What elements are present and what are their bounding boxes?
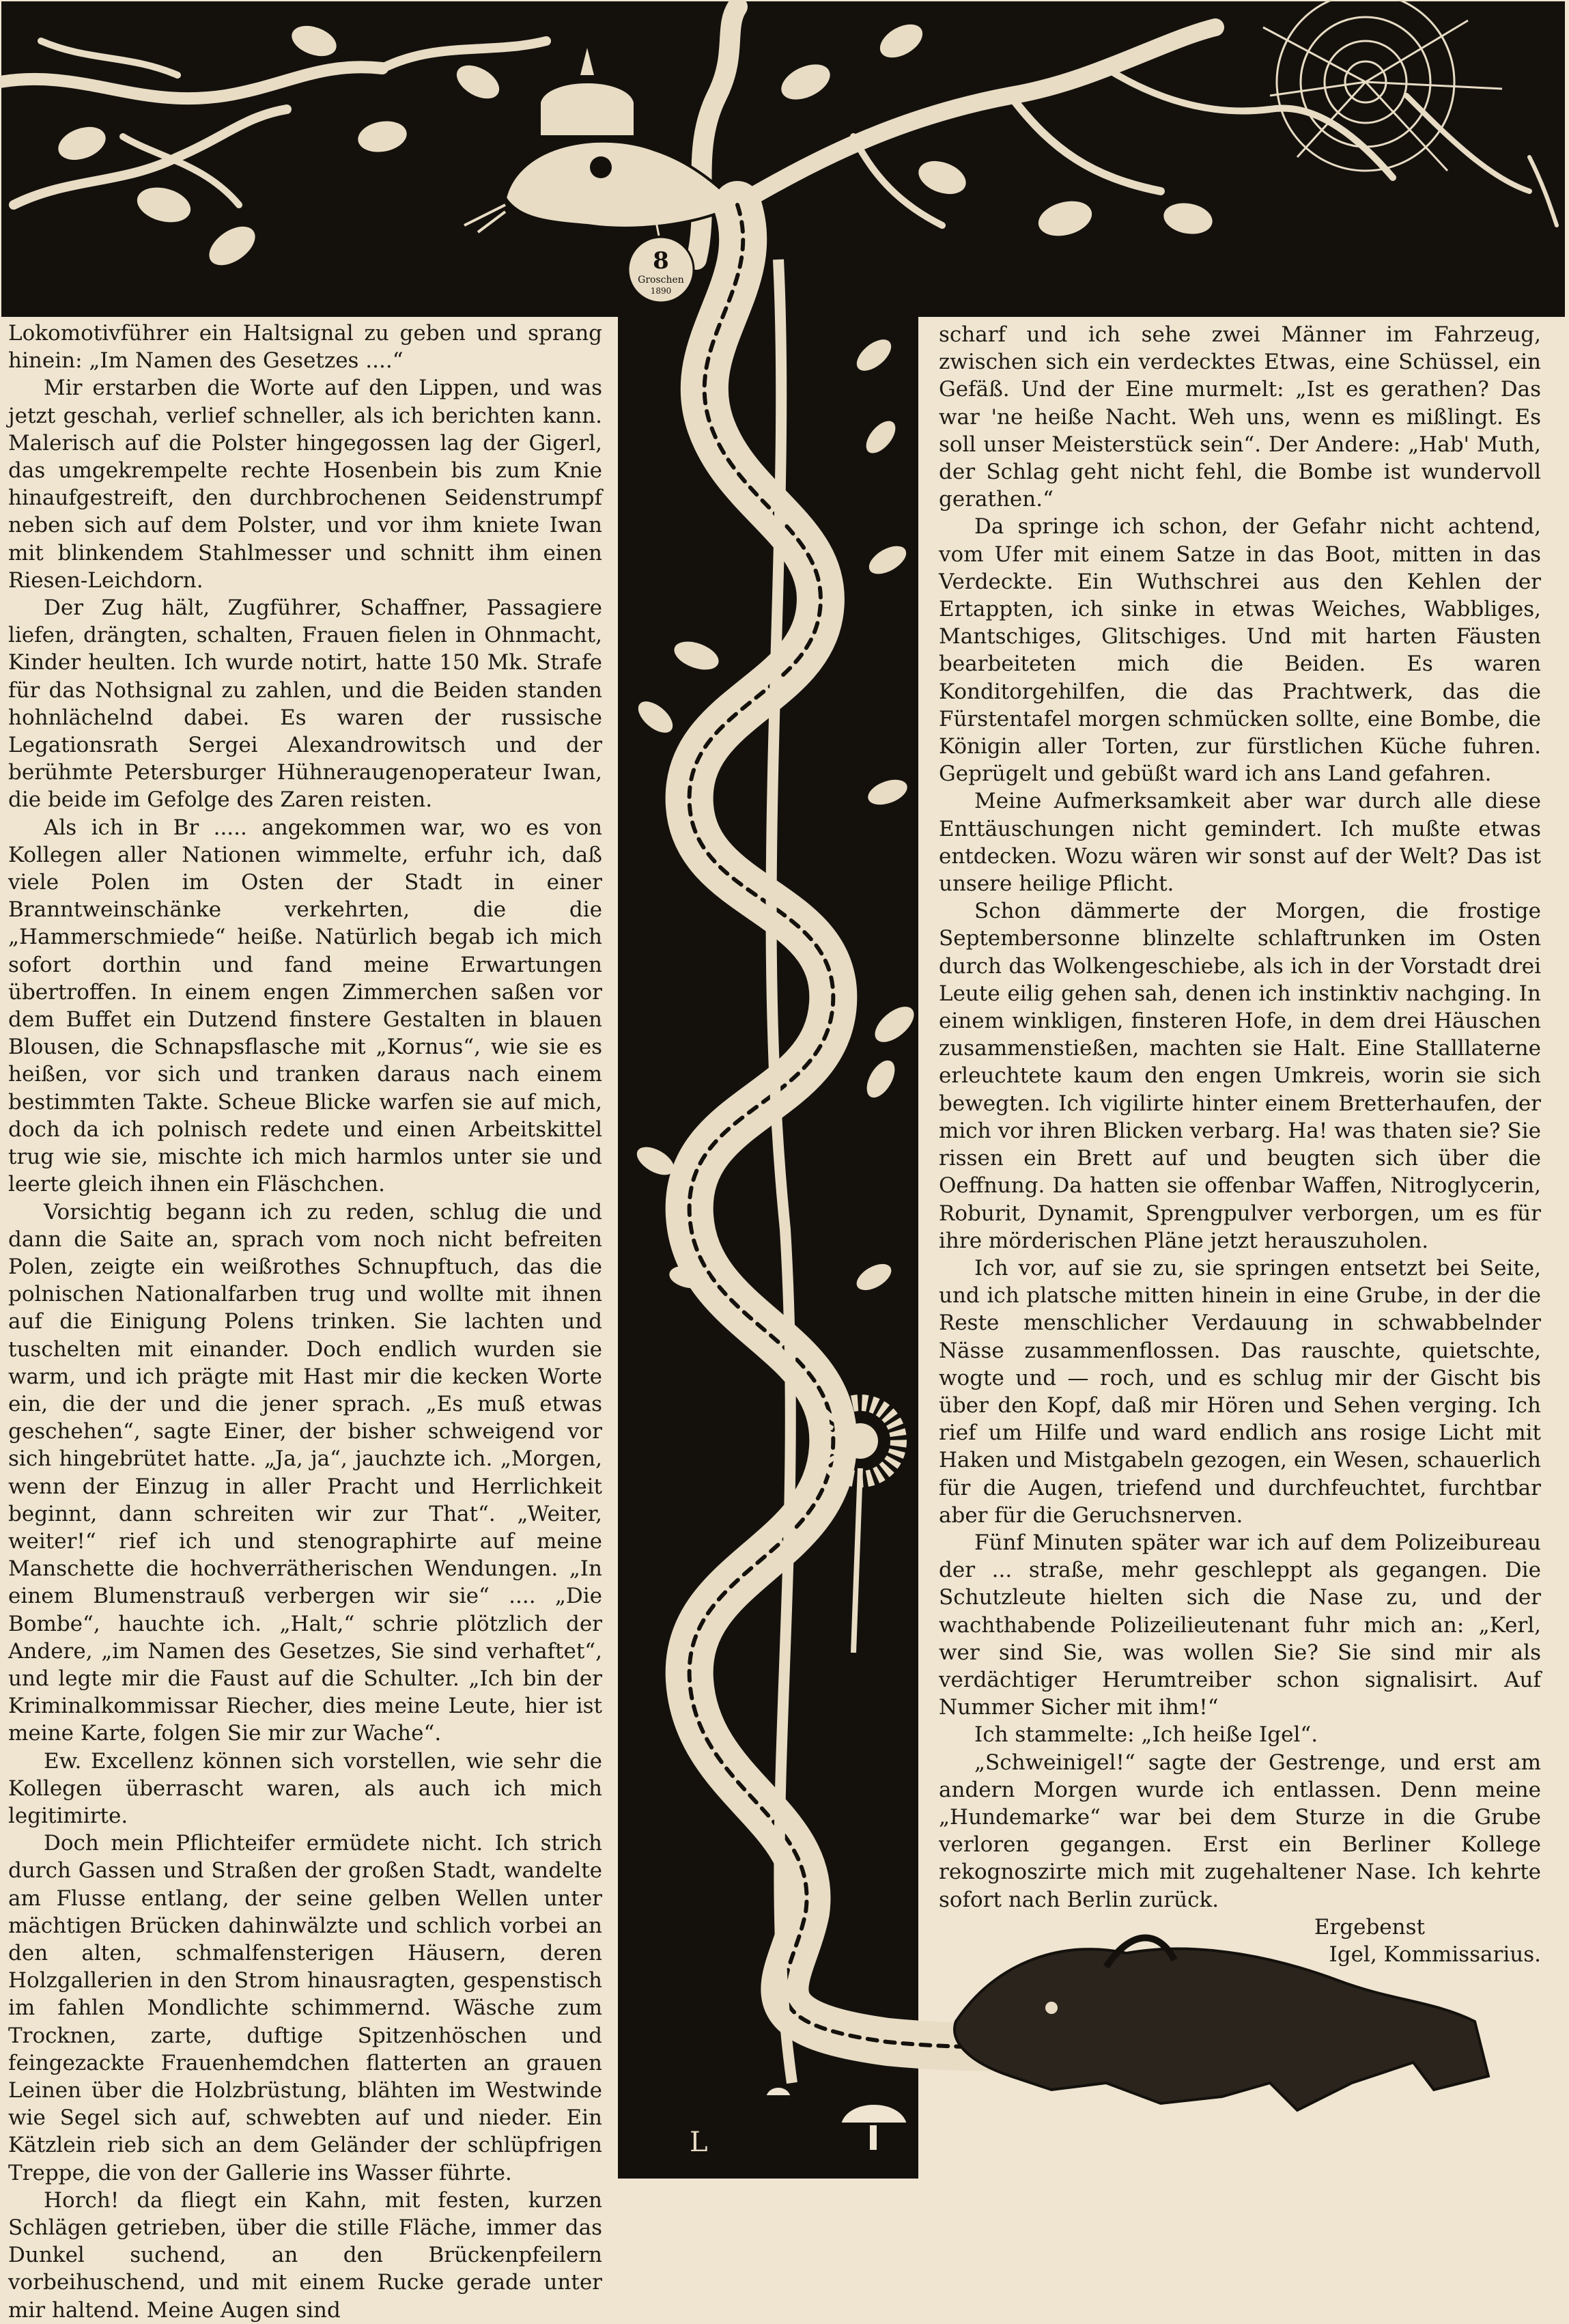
coin-year: 1890 <box>650 286 672 296</box>
closing-salutation: Ergebenst <box>1314 1914 1425 1940</box>
t-stem <box>618 270 918 2179</box>
right-text-column <box>939 321 1541 1967</box>
artist-monogram: L <box>690 2127 708 2158</box>
paragraph: Der Zug hält, Zugführer, Schaffner, Passagiere liefen, drängten, schalten, Frauen fielen in Ohnmacht, Kinder heulten. Ich wurde notirt, hatte 150 Mk. Strafe für das Nothsignal zu zahlen, und die Beiden standen hohnlächelnd dabei. Es waren der russische Legationsrath Sergei Alexandrowitsch und der berühmte Petersburger Hühneraugenoperateur Iwan, die beide im Gefolge des Zaren reisten. <box>8 596 602 813</box>
paragraph: Ich vor, auf sie zu, sie springen entsetzt bei Seite, und ich platsche mitten hinein in eine Grube, in der die Reste menschlicher Verdauung in schwabbelnder Nässe zusammenflossen. Das rauschte, quietschte, wogte und — roch, und es schlug mir der Gischt bis über den Kopf, daß mir Hören und Sehen verging. Ich rief um Hilfe und ward endlich ans rosige Licht mit Haken und Mistgabeln gezogen, ein Wesen, schauerlich für die Augen, triefend und durchfeuchtet, furchtbar aber für die Geruchsnerven. <box>939 1255 1541 1528</box>
author-signature: Igel, Kommissarius. <box>1329 1942 1541 1967</box>
left-text-column <box>8 320 602 2323</box>
paragraph: Doch mein Pflichteifer ermüdete nicht. Ich strich durch Gassen und Straßen der großen Stadt, wandelte am Flusse entlang, der seine gelben Wellen unter mächtigen Brücken dahinwälzte und schlich vorbei an den alten, schmalfensterigen Häusern, deren Holzgallerien in den Strom hinausragten, gespenstisch im fahlen Mondlichte schimmernd. Wäsche zum Trocknen, zarte, duftige Spitzenhöschen und feingezackte Frauenhemdchen flatterten an grauen Leinen über die Holzbrüstung, blähten im Westwinde wie Segel sich auf, schwebten auf und nieder. Ein Kätzlein rieb sich an dem Geländer der schlüpfrigen Treppe, die von der Gallerie ins Wasser führte. <box>8 1831 602 2185</box>
paragraph: Mir erstarben die Worte auf den Lippen, und was jetzt geschah, verlief schneller, als ich berichten kann. Malerisch auf die Polster hingegossen lag der Gigerl, das umgekrempelte rechte Hosenbein bis zum Knie hinaufgestreift, den durchbrochenen Seidenstrumpf neben sich auf dem Polster, und vor ihm kniete Iwan mit blinkendem Stahlmesser und schnitt ihm einen Riesen-Leichdorn. <box>8 376 602 593</box>
paragraph: Fünf Minuten später war ich auf dem Polizeibureau der ... straße, mehr geschleppt als gegangen. Die Schutzleute hielten sich die Nase zu, und der wachthabende Polizeilieutenant fuhr mich an: „Kerl, wer sind Sie, was wollen Sie? Sie sind mir als verdächtiger Herumtreiber schon signalisirt. Auf Nummer Sicher mit ihm!“ <box>939 1530 1541 1720</box>
coin-value: 8 <box>653 247 669 275</box>
paragraph: Horch! da fliegt ein Kahn, mit festen, kurzen Schlägen getrieben, über die stille Fläche, immer das Dunkel suchend, an den Brückenpfeilern vorbeihuschend, und mit einem Rucke gerade unter mir haltend. Meine Augen sind <box>8 2187 602 2323</box>
paragraph: Ew. Excellenz können sich vorstellen, wie sehr die Kollegen überrascht waren, als auch ich mich legitimirte. <box>8 1748 602 1828</box>
paragraph: Meine Aufmerksamkeit aber war durch alle diese Enttäuschungen nicht gemindert. Ich mußte etwas entdecken. Wozu wären wir sonst auf der Welt? Das ist unsere heilige Pflicht. <box>939 789 1541 897</box>
paragraph: Schon dämmerte der Morgen, die frostige Septembersonne blinzelte schlaftrunken im Osten durch das Wolkengeschiebe, als ich in der Vorstadt drei Leute eilig gehen sah, denen ich instinktiv nachging. In einem winkligen, finsteren Hofe, in dem drei Häuschen zusammenstießen, machten sie Halt. Eine Stalllaterne erleuchtete kaum den engen Umkreis, worin sie sich bewegten. Ich vigilirte hinter einem Bretterhaufen, der mich vor ihren Blicken verbarg. Ha! was thaten sie? Sie rissen ein Brett auf und beugten sich über die Oeffnung. Da hatten sie offenbar Waffen, Nitroglycerin, Roburit, Dynamit, Sprengpulver verborgen, um es für ihre mörderischen Pläne jetzt herauszuholen. <box>939 899 1541 1253</box>
paragraph: scharf und ich sehe zwei Männer im Fahrzeug, zwischen sich ein verdecktes Etwas, eine Schüssel, ein Gefäß. Und der Eine murmelt: „Ist es gerathen? Das war 'ne heiße Nacht. Weh uns, wenn es mißlingt. Es soll unser Meisterstück sein“. Der Andere: „Hab' Muth, der Schlag geht nicht fehl, die Bombe ist wundervoll gerathen.“ <box>939 322 1541 512</box>
paragraph: „Schweinigel!“ sagte der Gestrenge, und erst am andern Morgen wurde ich entlassen. Denn meine „Hundemarke“ war bei dem Sturze in die Grube verloren gegangen. Erst ein Berliner Kollege rekognoszirte mich mit zugehaltener Nase. Ich kehrte sofort nach Berlin zurück. <box>939 1750 1541 1912</box>
paragraph: Da springe ich schon, der Gefahr nicht achtend, vom Ufer mit einem Satze in das Boot, mitten in das Verdeckte. Ein Wuthschrei aus den Kehlen der Ertappten, ich sinke in etwas Weiches, Wabbliges, Mantschiges, Glitschiges. Und mit harten Fäusten bearbeiteten mich die Beiden. Es waren Konditorgehilfen, die das Prachtwerk, das die Fürstentafel morgen schmücken sollte, eine Bombe, die Königin aller Torten, zur fürstlichen Küche fuhren. Geprügelt und gebüßt ward ich ans Land gefahren. <box>939 514 1541 787</box>
paragraph: Vorsichtig begann ich zu reden, schlug die und dann die Saite an, sprach vom noch nicht befreiten Polen, zeigte ein weißrothes Schnupftuch, das die polnischen Nationalfarben trug und wollte mit ihnen auf die Einigung Polens trinken. Sie lachten und tuschelten mit einander. Doch endlich wurden sie warm, und ich prägte mit Hast mir die kecken Worte ein, die der und die jener sprach. „Es muß etwas geschehen“, sagte Einer, der bisher schweigend vor sich hingebrütet hatte. „Ja, ja“, jauchzte ich. „Morgen, wenn der Einzug in aller Pracht und Herrlichkeit beginnt, dann schreiten wir zur That“. „Weiter, weiter!“ rief ich und stenographirte auf meine Manschette die hochverrätherischen Wendungen. „In einem Blumenstrauß verbergen wir sie“ .... „Die Bombe“, hauchte ich. „Halt,“ schrie plötzlich der Andere, „im Namen des Gesetzes, Sie sind verhaftet“, und legte mir die Faust auf die Schulter. „Ich bin der Kriminalkommissar Riecher, dies meine Leute, hier ist meine Karte, folgen Sie mir zur Wache“. <box>8 1199 602 1746</box>
paragraph: Ich stammelte: „Ich heiße Igel“. <box>974 1722 1318 1748</box>
paragraph: Als ich in Br ..... angekommen war, wo es von Kollegen aller Nationen wimmelte, erfuhr ich, daß viele Polen im Osten der Stadt in einer Branntweinschänke verkehrten, die die „Hammerschmiede“ heiße. Natürlich begab ich mich sofort dorthin und fand meine Erwartungen übertroffen. In einem engen Zimmerchen saßen vor dem Buffet ein Dutzend finstere Gestalten in blauen Blousen, die Schnapsflasche mit „Kornus“, wie sie es heißen, vor sich und tranken daraus nach einem bestimmten Takte. Scheue Blicke warfen sie auf mich, doch da ich polnisch redete und einen Arbeitskittel trug wie sie, mischte ich mich harmlos unter sie und leerte gleich ihnen ein Fläschchen. <box>8 815 602 1197</box>
paragraph: Lokomotivführer ein Haltsignal zu geben und sprang hinein: „Im Namen des Gesetzes ....“ <box>8 321 602 374</box>
coin-word: Groschen <box>638 275 684 285</box>
